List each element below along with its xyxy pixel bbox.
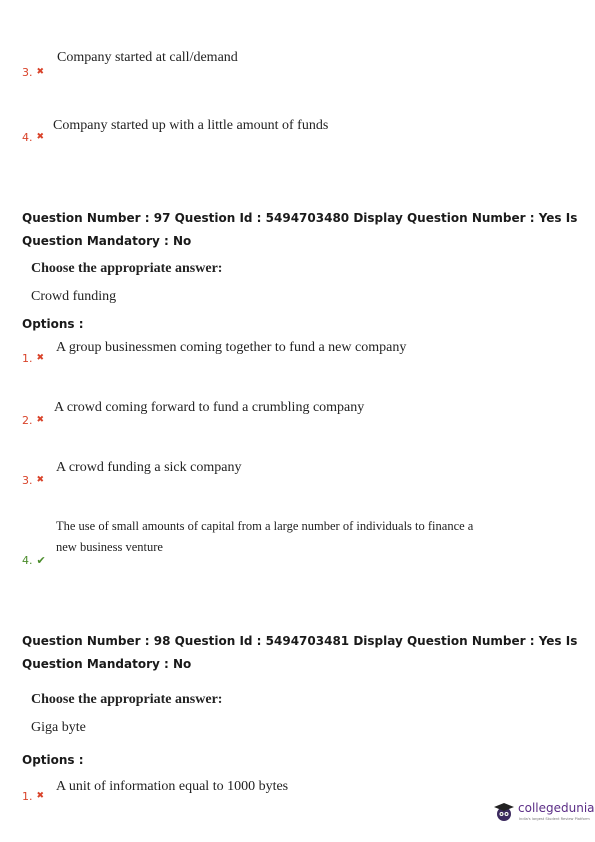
question-prompt: Choose the appropriate answer:	[31, 261, 223, 276]
option-text: A crowd funding a sick company	[56, 460, 242, 475]
logo-name: collegedunia	[518, 801, 595, 815]
check-icon: ✔	[36, 554, 46, 567]
option-text: Company started at call/demand	[57, 50, 238, 65]
cross-icon: ✖	[36, 415, 45, 425]
option-number: 2. ✖	[22, 414, 45, 427]
cross-icon: ✖	[36, 353, 45, 363]
option-text: A group businessmen coming together to fund a new company	[56, 340, 407, 355]
question-term: Crowd funding	[31, 289, 117, 304]
option-number: 1. ✖	[22, 352, 45, 365]
options-label: Options :	[22, 317, 84, 331]
option-number: 3. ✖	[22, 474, 45, 487]
cross-icon: ✖	[36, 791, 45, 801]
option-text: The use of small amounts of capital from a large number of individuals to finance a new business venture	[56, 519, 474, 554]
graduate-icon	[492, 800, 516, 824]
option-number: 1. ✖	[22, 790, 45, 803]
cross-icon: ✖	[36, 67, 45, 77]
question-prompt: Choose the appropriate answer:	[31, 692, 223, 707]
cross-icon: ✖	[36, 132, 45, 142]
question-header: Question Number : 97 Question Id : 5494703480 Display Question Number : Yes Is Question Mandatory : No	[22, 211, 578, 248]
question-header: Question Number : 98 Question Id : 5494703481 Display Question Number : Yes Is Question Mandatory : No	[22, 634, 578, 671]
question-term: Giga byte	[31, 720, 86, 735]
option-number: 4. ✔	[22, 554, 46, 567]
option-number: 3. ✖	[22, 66, 45, 79]
cross-icon: ✖	[36, 475, 45, 485]
option-number: 4. ✖	[22, 131, 45, 144]
option-text: A crowd coming forward to fund a crumbling company	[54, 400, 365, 415]
logo-tagline: India's largest Student Review Platform	[519, 817, 590, 821]
options-label: Options :	[22, 753, 84, 767]
option-text: Company started up with a little amount of funds	[53, 118, 329, 133]
collegedunia-logo	[492, 800, 595, 828]
option-text: A unit of information equal to 1000 bytes	[56, 779, 289, 794]
